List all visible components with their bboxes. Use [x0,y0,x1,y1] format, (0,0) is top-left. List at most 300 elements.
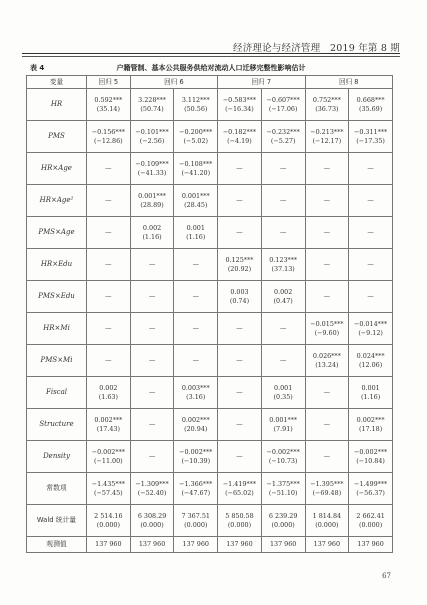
row-label: Fiscal [27,377,87,409]
statistic-value: (−69.48) [312,488,342,497]
coefficient: 0.002*** [181,415,210,424]
table-row [27,281,393,313]
table-cell [305,249,349,281]
statistic-value: (50.74) [140,104,164,113]
coefficient: — [323,420,331,428]
table-cell [261,377,305,409]
table-cell [261,281,305,313]
statistic-value: (0.000) [271,520,295,529]
table-cell [174,409,218,441]
table-cell [130,409,174,441]
statistic-value: (−41.33) [137,168,167,177]
table-row [27,505,393,537]
table-cell [174,217,218,249]
coefficient: −0.002*** [179,447,213,456]
coefficient: — [148,292,156,300]
journal-issue: 2019 年第 8 期 [330,43,400,54]
statistic-value: (17.43) [96,424,120,433]
coefficient: −1.375*** [266,479,300,488]
coefficient: 0.024*** [356,351,385,360]
statistic-value: (−17.35) [356,136,385,145]
statistic-value: (0.000) [96,520,120,529]
statistic-value: (0.000) [315,520,339,529]
table-cell [87,441,131,473]
coefficient: 0.668*** [356,95,385,104]
table-title: 户籍管制、基本公共服务供给对流动人口迁移完整性影响估计 [116,64,306,72]
statistic-value: (1.16) [142,232,162,241]
coefficient: −0.108*** [179,159,213,168]
coefficient: — [279,196,287,204]
coefficient: — [236,388,243,396]
row-label: Wald 统计量 [27,505,87,537]
statistic-value: (−52.40) [137,488,167,497]
table-cell [87,89,131,121]
table-cell [130,249,174,281]
table-cell [305,313,349,345]
coefficient: — [105,324,112,332]
statistic-value: (−4.19) [227,136,252,145]
table-row [27,537,393,553]
coefficient: — [323,164,331,172]
table-cell [349,313,393,345]
coefficient: — [192,292,199,300]
coefficient: −0.182*** [222,127,257,136]
coefficient: — [105,356,112,364]
table-cell [305,89,349,121]
table-row [27,473,393,505]
table-cell [130,281,174,313]
header-regression-6: 回归 6 [130,76,217,89]
coefficient: — [148,356,156,364]
table-row [27,153,393,185]
table-cell [87,313,131,345]
table-cell [174,121,218,153]
table-cell [130,505,174,537]
coefficient: — [323,228,331,236]
coefficient: — [148,452,156,460]
coefficient: — [323,260,331,268]
table-row [27,89,393,121]
table-cell [218,345,262,377]
table-cell [174,281,218,313]
statistic-value: (13.24) [315,360,339,369]
coefficient: −0.213*** [310,127,344,136]
table-cell [305,537,349,553]
coefficient: — [192,324,199,332]
row-label: PMS×Age [27,217,87,249]
table-cell [87,121,131,153]
table-header-row [27,76,393,89]
table-cell [349,505,393,537]
coefficient: −1.499*** [353,479,388,488]
coefficient: 0.001*** [269,415,298,424]
table-cell [87,249,131,281]
coefficient: −0.002*** [353,447,388,456]
table-cell [305,377,349,409]
table-cell [349,281,393,313]
table-cell [218,249,262,281]
statistic-value: (0.000) [184,520,208,529]
table-cell [218,153,262,185]
statistic-value: (−12.17) [312,136,342,145]
coefficient: — [367,196,374,204]
coefficient: — [105,196,112,204]
coefficient: — [192,260,199,268]
coefficient: 0.003*** [181,383,210,392]
statistic-value: (0.74) [229,296,250,305]
table-cell [305,121,349,153]
row-label: PMS [27,121,87,153]
coefficient: — [279,164,287,172]
statistic-value: (−10.73) [268,456,298,465]
table-cell [130,89,174,121]
table-cell [261,249,305,281]
statistic-value: (−51.10) [268,488,298,497]
coefficient: — [323,292,331,300]
table-cell [218,313,262,345]
statistic-value: (0.000) [140,520,164,529]
statistic-value: (−10.84) [356,456,385,465]
coefficient: — [323,196,331,204]
table-cell [305,153,349,185]
coefficient: — [367,228,374,236]
table-cell [174,377,218,409]
table-cell [87,409,131,441]
coefficient: −0.101*** [135,127,169,136]
coefficient: — [148,324,156,332]
journal-name: 经济理论与经济管理 [233,43,321,54]
header-variable: 变量 [27,76,87,89]
coefficient: — [148,388,156,396]
coefficient: 0.752*** [312,95,341,104]
statistic-value: (−9.60) [314,328,340,337]
row-label: Density [27,441,87,473]
table-cell [130,537,174,553]
statistic-value: (0.47) [273,296,293,305]
coefficient: — [236,452,243,460]
coefficient: 0.125*** [225,255,254,264]
coefficient: — [236,324,243,332]
coefficient: −0.311*** [353,127,388,136]
row-label: HR×Mi [27,313,87,345]
table-cell [261,121,305,153]
coefficient: 5 850.58 [225,511,254,520]
statistic-value: (1.63) [98,392,118,401]
coefficient: — [105,292,112,300]
coefficient: −0.109*** [135,159,169,168]
table-cell [87,537,131,553]
coefficient: −0.002*** [91,447,125,456]
statistic-value: (−56.37) [356,488,385,497]
coefficient: 0.001*** [138,191,166,200]
statistic-value: (50.56) [184,104,208,113]
table-cell [174,153,218,185]
table-row [27,377,393,409]
header-rule-thin [22,56,400,57]
table-cell [218,377,262,409]
coefficient: — [279,356,287,364]
coefficient: 3.228*** [138,95,166,104]
coefficient: — [236,196,243,204]
statistic-value: (35.69) [358,104,383,113]
coefficient: −0.607*** [266,95,300,104]
table-body [27,89,393,553]
coefficient: 137 960 [95,540,122,548]
table-cell [349,345,393,377]
table-cell [261,89,305,121]
statistic-value: (20.92) [227,264,252,273]
table-cell [305,185,349,217]
statistic-value: (37.13) [271,264,295,273]
coefficient: — [323,388,331,396]
coefficient: 0.003 [230,287,249,296]
table-cell [349,377,393,409]
table-cell [218,217,262,249]
row-label: HR×Edu [27,249,87,281]
table-row [27,345,393,377]
statistic-value: (28.89) [140,200,164,209]
coefficient: −0.200*** [179,127,213,136]
coefficient: 0.001 [274,383,293,392]
coefficient: −0.232*** [266,127,300,136]
coefficient: — [148,420,156,428]
table-cell [349,473,393,505]
table-cell [305,505,349,537]
coefficient: 0.002 [274,287,293,296]
row-label: PMS×Mi [27,345,87,377]
table-cell [87,185,131,217]
table-row [27,121,393,153]
table-cell [349,217,393,249]
table-cell [261,153,305,185]
coefficient: 3.112*** [181,95,210,104]
statistic-value: (17.18) [358,424,383,433]
statistic-value: (−11.00) [94,456,123,465]
coefficient: 0.026*** [312,351,341,360]
statistic-value: (3.16) [186,392,206,401]
statistic-value: (7.91) [273,424,293,433]
table-cell [261,441,305,473]
coefficient: — [236,420,243,428]
table-cell [305,345,349,377]
table-cell [349,185,393,217]
table-cell [218,89,262,121]
coefficient: 0.001*** [181,191,210,200]
statistic-value: (−57.45) [94,488,123,497]
row-label: 观测值 [27,537,87,553]
coefficient: 0.001 [186,223,205,232]
coefficient: −0.015*** [310,319,344,328]
statistic-value: (−9.12) [358,328,383,337]
table-cell [218,505,262,537]
table-cell [130,345,174,377]
table-row [27,249,393,281]
coefficient: 1 814.84 [312,511,342,520]
table-cell [261,473,305,505]
coefficient: −0.002*** [266,447,300,456]
statistic-value: (12.06) [358,360,383,369]
table-row [27,441,393,473]
table-cell [87,217,131,249]
table-cell [218,441,262,473]
table-number: 表 4 [30,64,45,72]
coefficient: 6 308.29 [137,511,167,520]
statistic-value: (28.45) [184,200,208,209]
statistic-value: (35.14) [96,104,120,113]
table-cell [349,249,393,281]
table-cell [174,249,218,281]
table-cell [87,377,131,409]
table-cell [174,505,218,537]
coefficient: 0.002*** [356,415,385,424]
coefficient: — [367,292,374,300]
table-cell [130,121,174,153]
table-cell [174,537,218,553]
coefficient: 0.592*** [94,95,123,104]
table-cell [261,505,305,537]
coefficient: — [236,228,243,236]
coefficient: −1.366*** [179,479,213,488]
table-row [27,409,393,441]
table-cell [218,409,262,441]
statistic-value: (−10.39) [181,456,211,465]
journal-header [22,40,400,54]
coefficient: 0.123*** [269,255,298,264]
table-cell [130,185,174,217]
table-cell [87,345,131,377]
regression-table [26,75,393,553]
table-cell [130,153,174,185]
coefficient: −1.435*** [91,479,125,488]
table-cell [130,217,174,249]
table-cell [305,217,349,249]
coefficient: 6 239.29 [268,511,298,520]
header-regression-5: 回归 5 [87,76,131,89]
statistic-value: (−16.34) [225,104,254,113]
table-cell [305,441,349,473]
table-cell [218,281,262,313]
coefficient: — [367,260,374,268]
table-cell [349,89,393,121]
page-number: 67 [382,572,391,580]
row-label: Structure [27,409,87,441]
header-regression-7: 回归 7 [218,76,305,89]
coefficient: — [105,164,112,172]
coefficient: 0.001 [361,383,380,392]
coefficient: — [236,164,243,172]
table-row [27,217,393,249]
table-cell [130,377,174,409]
coefficient: 137 960 [357,540,384,548]
coefficient: 137 960 [269,540,297,548]
table-cell [218,185,262,217]
coefficient: −1.395*** [310,479,344,488]
statistic-value: (−5.27) [270,136,296,145]
row-label: HR×Age² [27,185,87,217]
row-label: PMS×Edu [27,281,87,313]
coefficient: −1.419*** [222,479,257,488]
table-cell [174,185,218,217]
coefficient: 0.002 [142,223,162,232]
coefficient: 137 960 [138,540,166,548]
coefficient: — [279,324,287,332]
table-cell [349,537,393,553]
coefficient: 2 662.41 [356,511,385,520]
table-cell [174,473,218,505]
statistic-value: (−47.67) [181,488,211,497]
table-cell [87,473,131,505]
coefficient: −0.583*** [222,95,257,104]
coefficient: 137 960 [226,540,253,548]
table-cell [349,153,393,185]
table-cell [349,441,393,473]
coefficient: — [192,356,199,364]
coefficient: — [148,260,156,268]
table-cell [261,217,305,249]
coefficient: — [105,228,112,236]
statistic-value: (0.000) [227,520,252,529]
coefficient: — [367,164,374,172]
row-label: HR [27,89,87,121]
statistic-value: (1.16) [186,232,206,241]
table-cell [87,505,131,537]
table-cell [87,153,131,185]
statistic-value: (0.35) [273,392,293,401]
statistic-value: (−65.02) [225,488,254,497]
table-cell [218,537,262,553]
table-cell [218,473,262,505]
table-cell [349,409,393,441]
table-cell [130,313,174,345]
statistic-value: (−2.56) [139,136,165,145]
coefficient: −1.309*** [135,479,169,488]
table-cell [305,473,349,505]
coefficient: 7 367.51 [181,511,210,520]
table-cell [87,281,131,313]
table-cell [261,185,305,217]
statistic-value: (−5.02) [183,136,209,145]
table-cell [305,281,349,313]
coefficient: 137 960 [313,540,341,548]
statistic-value: (1.16) [361,392,381,401]
statistic-value: (20.94) [184,424,208,433]
coefficient: — [279,228,287,236]
statistic-value: (36.73) [315,104,339,113]
coefficient: 137 960 [182,540,209,548]
header-rule [22,53,400,54]
table-cell [174,89,218,121]
coefficient: −0.156*** [91,127,125,136]
table-cell [261,313,305,345]
table-cell [130,473,174,505]
coefficient: — [323,452,331,460]
coefficient: −0.014*** [353,319,388,328]
statistic-value: (−12.86) [94,136,123,145]
table-cell [261,537,305,553]
statistic-value: (−17.06) [268,104,298,113]
table-cell [305,409,349,441]
header-regression-8: 回归 8 [305,76,392,89]
row-label: HR×Age [27,153,87,185]
coefficient: — [236,356,243,364]
table-cell [349,121,393,153]
table-row [27,313,393,345]
table-cell [218,121,262,153]
row-label: 常数项 [27,473,87,505]
table-cell [174,441,218,473]
coefficient: 0.002*** [94,415,123,424]
coefficient: 2 514.16 [94,511,123,520]
